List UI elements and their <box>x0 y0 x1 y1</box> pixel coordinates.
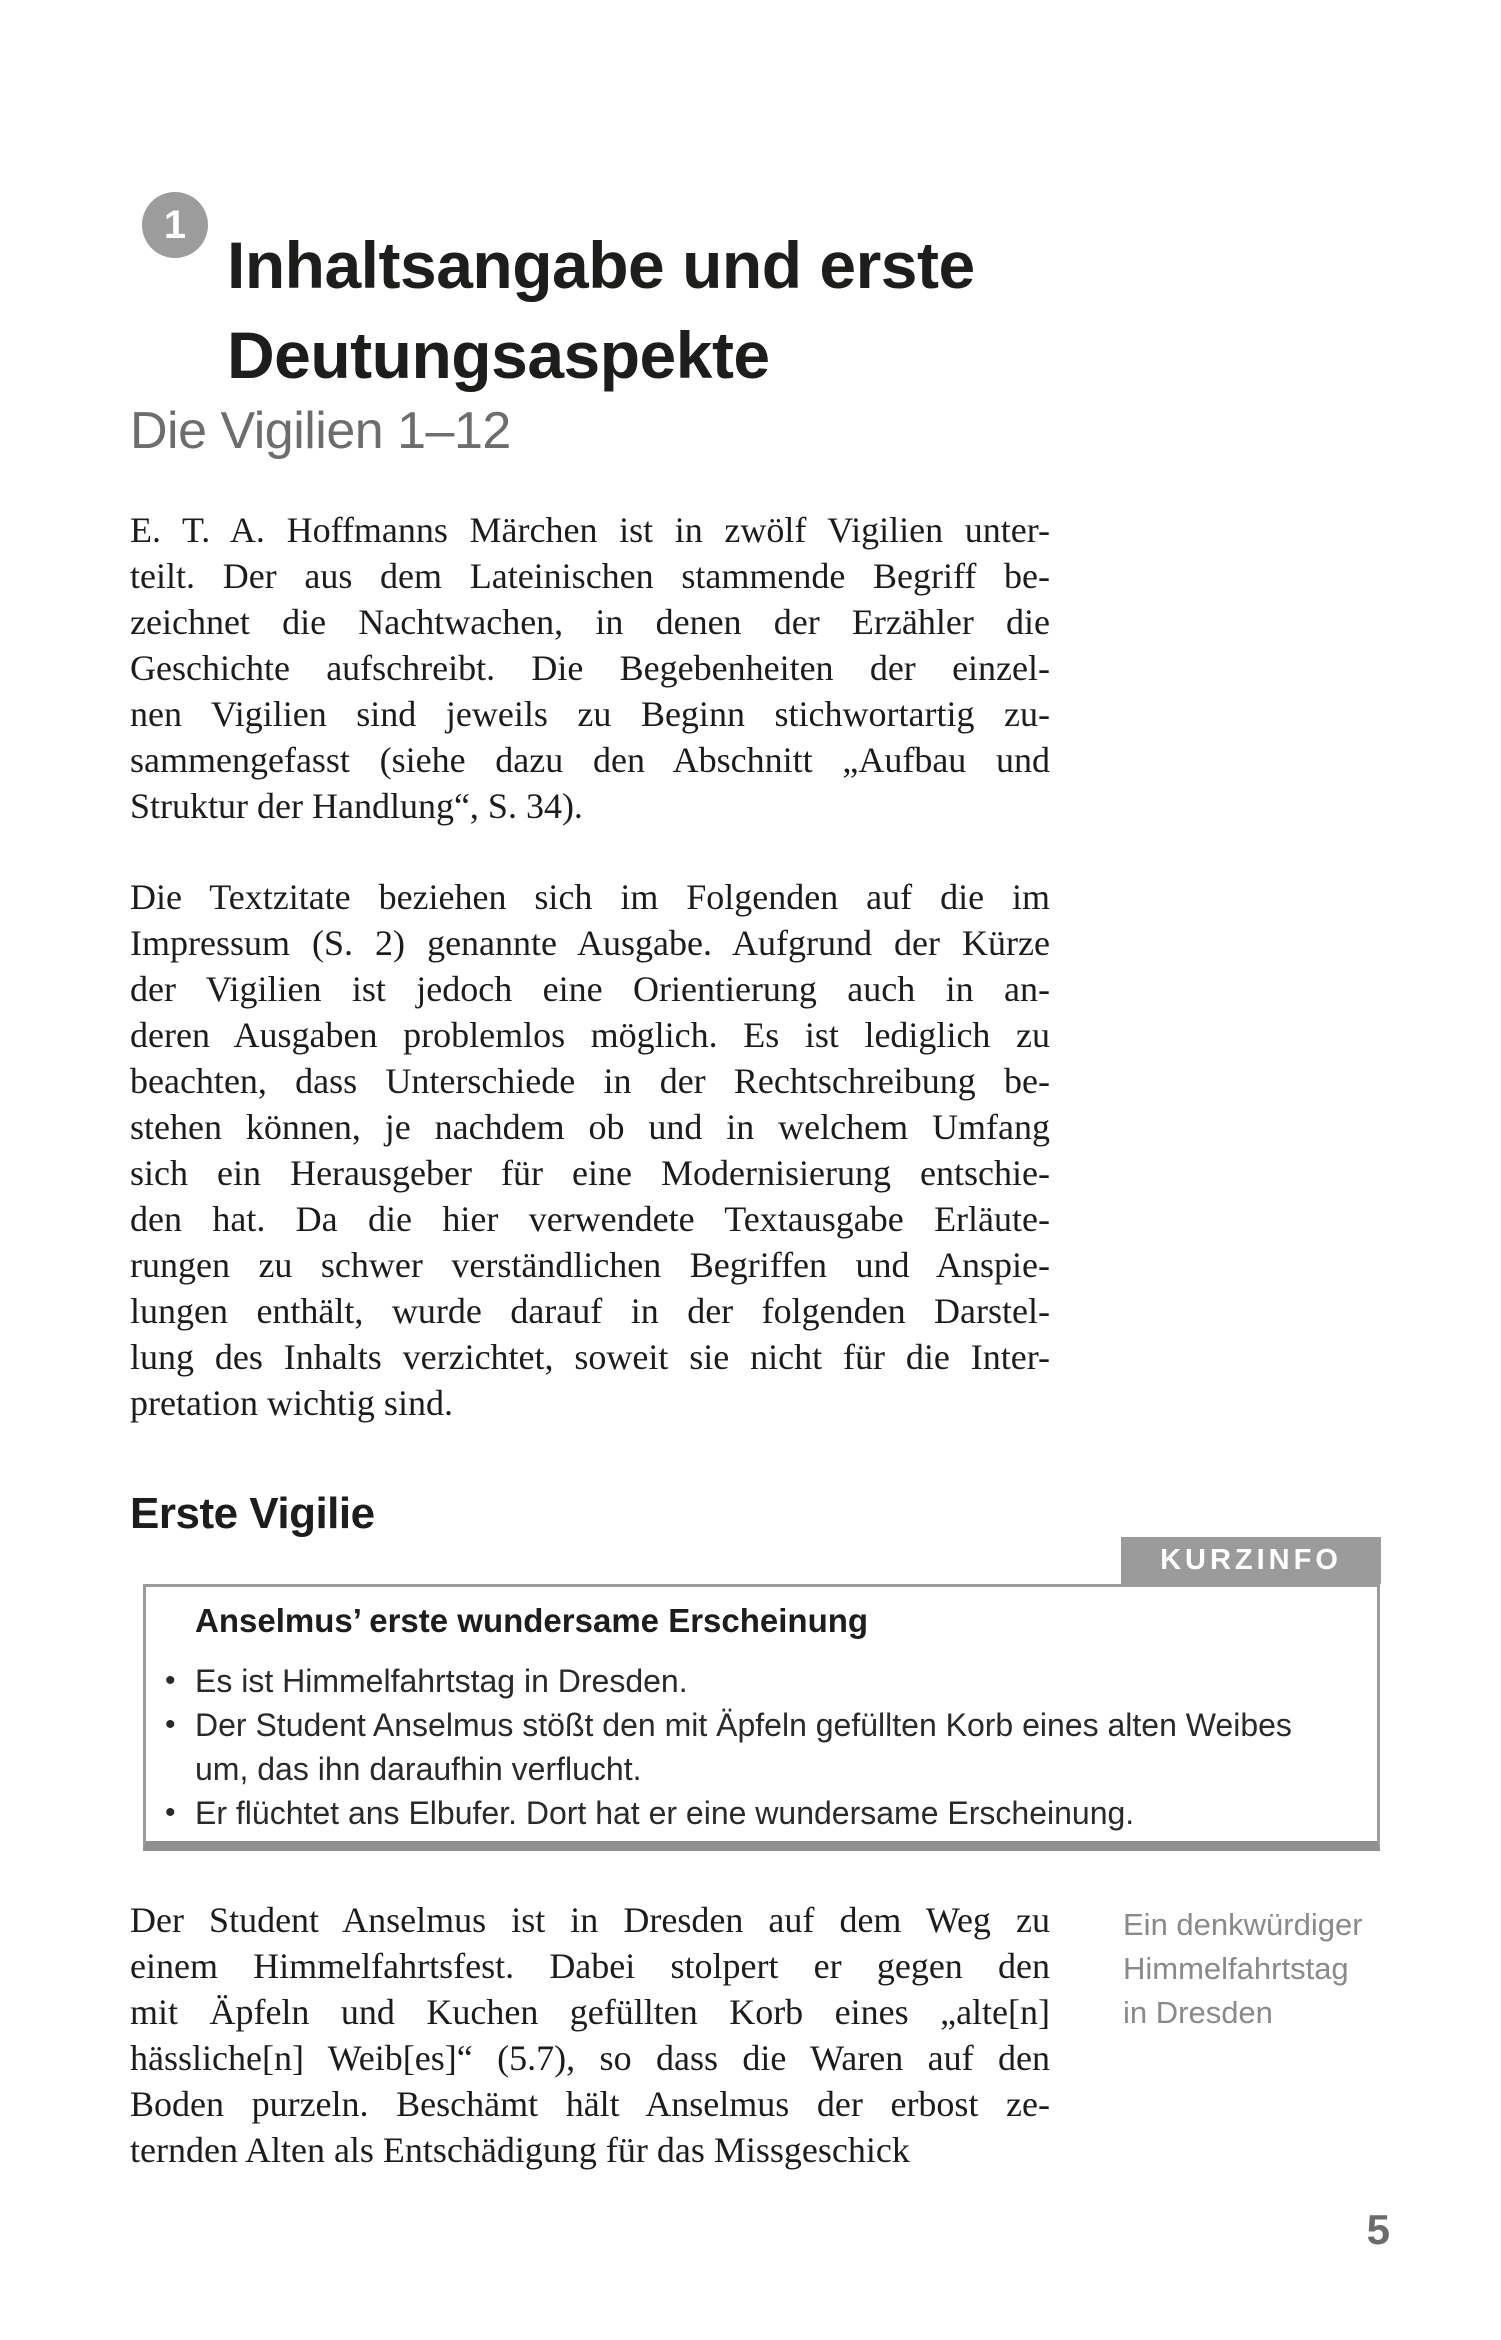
chapter-number: 1 <box>163 202 187 247</box>
body-paragraph <box>130 1897 1050 2173</box>
paragraph-line: Struktur der Handlung“, S. 34). <box>130 786 583 826</box>
chapter-title <box>227 220 1177 400</box>
paragraph-line: pretation wichtig sind. <box>130 1383 453 1423</box>
page-number: 5 <box>1366 2206 1390 2253</box>
paragraph-line: einem Himmelfahrtsfest. Dabei stolpert er gegen den <box>130 1946 1050 1986</box>
paragraph-line: Boden purzeln. Beschämt hält Anselmus der erbost ze- <box>130 2084 1050 2124</box>
margin-note-line: in Dresden <box>1123 1995 1273 2030</box>
paragraph-line: der Vigilien ist jedoch eine Orientierung auch in an- <box>130 969 1050 1009</box>
paragraph-line: stehen können, je nachdem ob und in welchem Umfang <box>130 1107 1050 1147</box>
chapter-title-line: Deutungsaspekte <box>227 318 770 393</box>
kurzinfo-bullet-item: • Es ist Himmelfahrtstag in Dresden. <box>195 1659 1353 1703</box>
body-paragraph <box>130 874 1050 1426</box>
paragraph-line: den hat. Da die hier verwendete Textausgabe Erläute- <box>130 1199 1050 1239</box>
kurzinfo-label: KURZINFO <box>1160 1544 1342 1576</box>
kurzinfo-bullet-item: • Er flüchtet ans Elbufer. Dort hat er eine wundersame Erscheinung. <box>195 1791 1353 1835</box>
kurzinfo-box-title: Anselmus’ erste wundersame Erscheinung <box>195 1602 869 1639</box>
paragraph-line: beachten, dass Unterschiede in der Rechtschreibung be- <box>130 1061 1050 1101</box>
kurzinfo-tab <box>1121 1537 1381 1584</box>
paragraph-line: nen Vigilien sind jeweils zu Beginn stichwortartig zu- <box>130 694 1050 734</box>
paragraph-line: Die Textzitate beziehen sich im Folgenden auf die im <box>130 877 1050 917</box>
paragraph-line: lungen enthält, wurde darauf in der folgenden Darstel- <box>130 1291 1050 1331</box>
body-paragraph <box>130 507 1050 829</box>
paragraph-line: Impressum (S. 2) genannte Ausgabe. Aufgrund der Kürze <box>130 923 1050 963</box>
paragraph-line: hässliche[n] Weib[es]“ (5.7), so dass die Waren auf den <box>130 2038 1050 2078</box>
subsection-heading: Erste Vigilie <box>130 1489 375 1538</box>
paragraph-line: E. T. A. Hoffmanns Märchen ist in zwölf Vigilien unter- <box>130 510 1050 550</box>
margin-note-line: Ein denkwürdiger <box>1123 1907 1363 1942</box>
section-subtitle: Die Vigilien 1–12 <box>130 402 511 460</box>
paragraph-line: rungen zu schwer verständlichen Begriffen und Anspie- <box>130 1245 1050 1285</box>
kurzinfo-bullet-list <box>195 1659 1353 1835</box>
paragraph-line: deren Ausgaben problemlos möglich. Es ist lediglich zu <box>130 1015 1050 1055</box>
paragraph-line: zeichnet die Nachtwachen, in denen der Erzähler die <box>130 602 1050 642</box>
chapter-title-line: Inhaltsangabe und erste <box>227 228 975 303</box>
paragraph-line: sich ein Herausgeber für eine Modernisierung entschie- <box>130 1153 1050 1193</box>
kurzinfo-box <box>143 1584 1380 1851</box>
paragraph-line: mit Äpfeln und Kuchen gefüllten Korb eines „alte[n] <box>130 1992 1050 2032</box>
paragraph-line: lung des Inhalts verzichtet, soweit sie nicht für die Inter- <box>130 1337 1050 1377</box>
paragraph-line: Geschichte aufschreibt. Die Begebenheiten der einzel- <box>130 648 1050 688</box>
margin-note-line: Himmelfahrtstag <box>1123 1951 1349 1986</box>
kurzinfo-bullet-item: • Der Student Anselmus stößt den mit Äpfeln gefüllten Korb eines alten Weibes um, das ihn daraufhin verflucht. <box>195 1703 1353 1791</box>
paragraph-line: ternden Alten als Entschädigung für das Missgeschick <box>130 2130 910 2170</box>
paragraph-line: Der Student Anselmus ist in Dresden auf dem Weg zu <box>130 1900 1050 1940</box>
margin-note <box>1123 1903 1383 2035</box>
paragraph-line: teilt. Der aus dem Lateinischen stammende Begriff be- <box>130 556 1050 596</box>
paragraph-line: sammengefasst (siehe dazu den Abschnitt „Aufbau und <box>130 740 1050 780</box>
chapter-number-badge <box>142 192 208 258</box>
